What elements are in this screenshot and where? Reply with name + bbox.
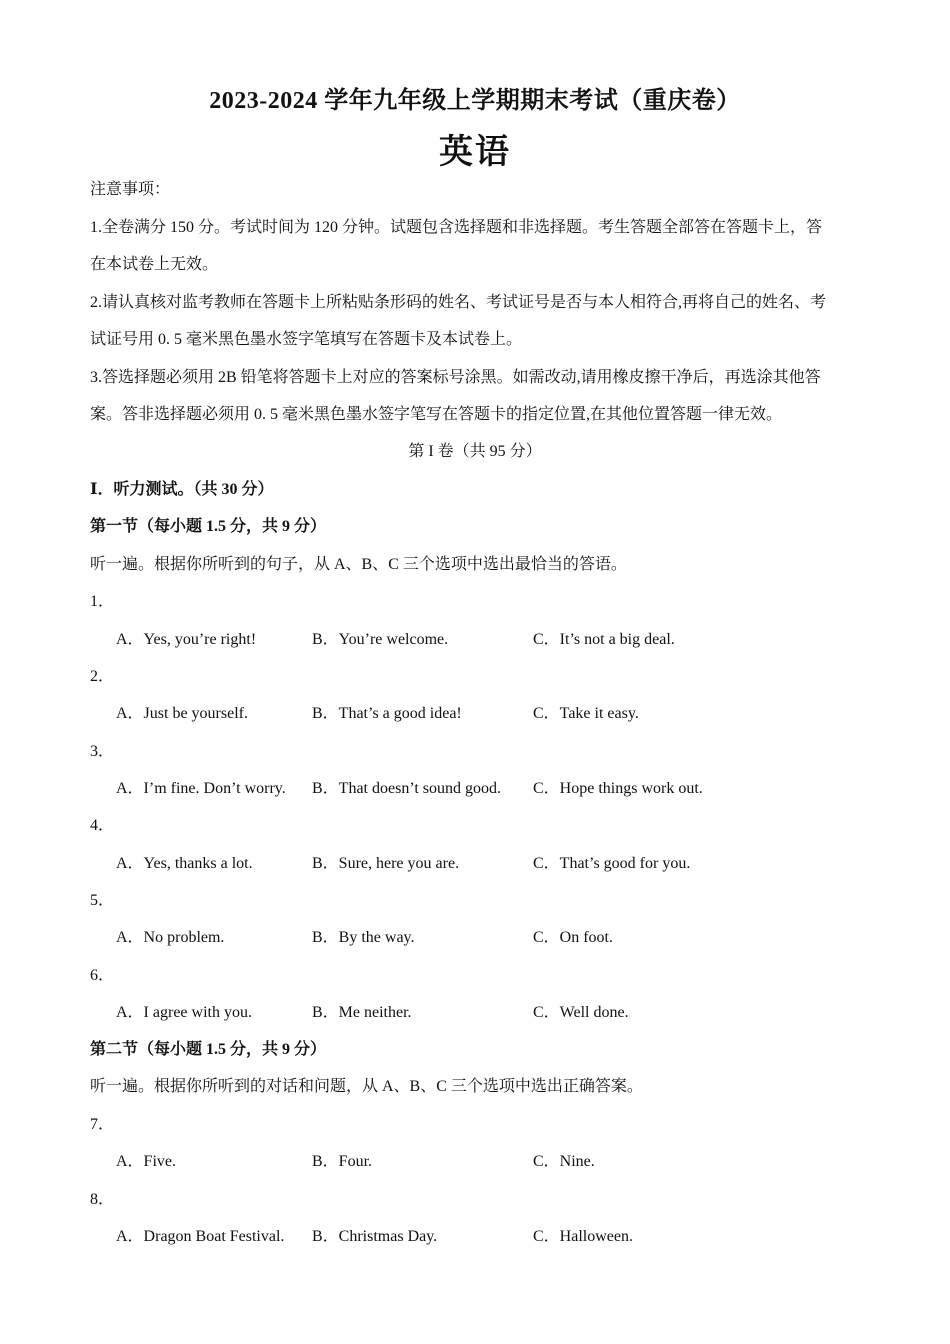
- question-number: 1．: [90, 593, 115, 610]
- subject-title: 英语: [439, 134, 511, 171]
- option-c: C．Hope things work out.: [533, 780, 703, 797]
- question-number: 7．: [90, 1116, 115, 1133]
- notes-heading: 注意事项：: [90, 181, 171, 198]
- note-line: 2.请认真核对监考教师在答题卡上所粘贴条形码的姓名、考试证号是否与本人相符合,再将自己的姓名、考: [90, 294, 827, 311]
- option-a: A．No problem.: [116, 929, 225, 946]
- option-a: A．Just be yourself.: [116, 705, 248, 722]
- option-c: C．On foot.: [533, 929, 614, 946]
- option-a: A．I’m fine. Don’t worry.: [116, 780, 286, 797]
- option-a: A．Dragon Boat Festival.: [116, 1228, 285, 1245]
- section-instruction: 听一遍。根据你所听到的句子，从 A、B、C 三个选项中选出最恰当的答语。: [90, 556, 627, 573]
- question-number: 4．: [90, 817, 115, 834]
- option-b: B．That’s a good idea!: [312, 705, 462, 722]
- option-c: C．That’s good for you.: [533, 855, 691, 872]
- volume-title: 第 I 卷（共 95 分）: [408, 443, 542, 460]
- question-number: 6．: [90, 967, 115, 984]
- option-c: C．Halloween.: [533, 1228, 633, 1245]
- option-b: B．That doesn’t sound good.: [312, 780, 502, 797]
- section-title: 第一节（每小题 1.5 分，共 9 分）: [90, 518, 327, 535]
- question-number: 2．: [90, 668, 115, 685]
- option-b: B．Me neither.: [312, 1004, 412, 1021]
- option-b: B．Christmas Day.: [312, 1228, 438, 1245]
- option-b: B．Sure, here you are.: [312, 855, 460, 872]
- question-number: 8．: [90, 1191, 115, 1208]
- option-a: A．I agree with you.: [116, 1004, 252, 1021]
- option-b: B．By the way.: [312, 929, 415, 946]
- part-title: Ⅰ．听力测试。（共 30 分）: [90, 481, 274, 498]
- option-c: C．Nine.: [533, 1153, 595, 1170]
- section-instruction: 听一遍。根据你所听到的对话和问题，从 A、B、C 三个选项中选出正确答案。: [90, 1078, 643, 1095]
- exam-title: 2023-2024 学年九年级上学期期末考试（重庆卷）: [209, 88, 741, 114]
- note-line: 试证号用 0. 5 毫米黑色墨水签字笔填写在答题卡及本试卷上。: [90, 331, 523, 348]
- option-a: A．Yes, thanks a lot.: [116, 855, 253, 872]
- question-number: 5．: [90, 892, 115, 909]
- section-title: 第二节（每小题 1.5 分，共 9 分）: [90, 1041, 327, 1058]
- option-c: C．Well done.: [533, 1004, 629, 1021]
- option-c: C．It’s not a big deal.: [533, 631, 675, 648]
- option-a: A．Five.: [116, 1153, 177, 1170]
- option-b: B．You’re welcome.: [312, 631, 449, 648]
- note-line: 1.全卷满分 150 分。考试时间为 120 分钟。试题包含选择题和非选择题。考生答题全部答在答题卡上，答: [90, 219, 823, 236]
- note-line: 案。答非选择题必须用 0. 5 毫米黑色墨水签字笔写在答题卡的指定位置,在其他位置答题一律无效。: [90, 406, 783, 423]
- note-line: 在本试卷上无效。: [90, 256, 219, 273]
- option-b: B．Four.: [312, 1153, 373, 1170]
- question-number: 3．: [90, 743, 115, 760]
- option-a: A．Yes, you’re right!: [116, 631, 257, 648]
- note-line: 3.答选择题必须用 2B 铅笔将答题卡上对应的答案标号涂黑。如需改动,请用橡皮擦干净后，再选涂其他答: [90, 369, 821, 386]
- option-c: C．Take it easy.: [533, 705, 639, 722]
